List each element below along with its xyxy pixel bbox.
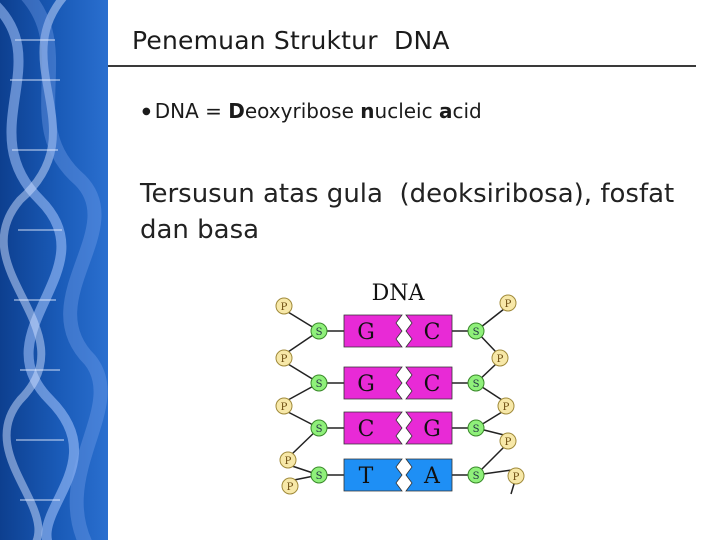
sugar-label-left: S <box>315 424 323 435</box>
title-divider <box>108 65 696 67</box>
bullet-bold-a: a <box>438 99 453 123</box>
phosphate-label-left: P <box>286 482 294 493</box>
bullet-rest-1: eoxyribose <box>244 99 361 123</box>
base-letter-left: C <box>357 417 375 442</box>
base-letter-right: C <box>423 320 441 345</box>
base-letter-right: C <box>423 372 441 397</box>
base-letter-left: T <box>358 464 374 489</box>
sugar-label-right: S <box>472 379 480 390</box>
base-letter-right: A <box>424 464 440 489</box>
phosphate-label-right: P <box>502 402 510 413</box>
sugar-label-left: S <box>315 471 323 482</box>
bullet-term: DNA <box>154 99 199 123</box>
phosphate-label-left: P <box>280 354 288 365</box>
body-paragraph: Tersusun atas gula (deoksiribosa), fosfat dan basa <box>140 179 675 245</box>
bullet-bold-n: n <box>360 99 375 123</box>
base-letter-left: G <box>357 372 375 397</box>
bullet-bold-d: D <box>228 99 245 123</box>
base-letter-right: G <box>423 417 441 442</box>
base-letter-left: G <box>357 320 375 345</box>
phosphate-label-right: P <box>504 437 512 448</box>
dna-diagram <box>262 278 532 503</box>
bullet-equals: = <box>198 99 229 123</box>
bullet-icon: ● <box>142 106 151 117</box>
bullet-rest-3: cid <box>452 99 482 123</box>
page-title: Penemuan Struktur DNA <box>132 26 450 55</box>
phosphate-label-right: P <box>504 299 512 310</box>
diagram-title: DNA <box>371 281 425 306</box>
sugar-label-right: S <box>472 424 480 435</box>
phosphate-label-left: P <box>280 402 288 413</box>
phosphate-label-left: P <box>280 302 288 313</box>
sugar-label-right: S <box>472 327 480 338</box>
bullet-rest-2: ucleic <box>374 99 439 123</box>
sugar-label-left: S <box>315 379 323 390</box>
sidebar-dna-decoration <box>0 0 108 540</box>
helix-decoration-icon <box>0 0 108 540</box>
phosphate-label-left: P <box>284 456 292 467</box>
phosphate-label-right: P <box>512 472 520 483</box>
sugar-label-right: S <box>472 471 480 482</box>
dna-diagram-figure <box>262 278 532 503</box>
phosphate-label-right: P <box>496 354 504 365</box>
sugar-label-left: S <box>315 327 323 338</box>
backbone-tail-right <box>511 484 514 494</box>
bullet-definition <box>142 99 482 123</box>
